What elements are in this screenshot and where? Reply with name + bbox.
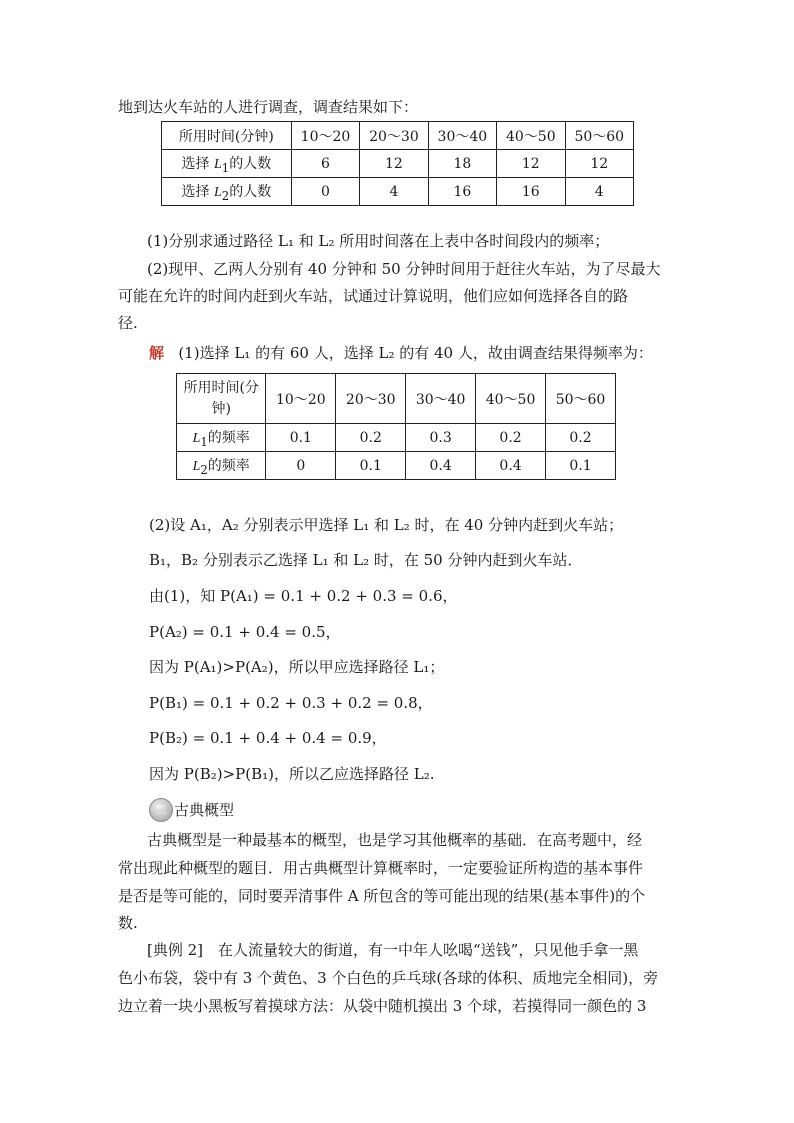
survey-cell: 12 (497, 150, 565, 178)
survey-header-cell: 20～30 (360, 122, 428, 150)
survey-cell: 12 (360, 150, 428, 178)
frequency-cell: 0.2 (476, 424, 546, 452)
paragraph-line-1: 古典概型是一种最基本的概型，也是学习其他概率的基础．在高考题中，经 (147, 831, 643, 849)
frequency-row-l1 (177, 424, 616, 452)
section-title: 古典概型 (174, 801, 235, 819)
survey-cell: 4 (360, 178, 428, 206)
survey-cell: 16 (497, 178, 565, 206)
frequency-cell: 0.3 (406, 424, 476, 452)
frequency-cell: 0.1 (336, 452, 406, 480)
example-line-3: 边立着一块小黑板写着摸球方法：从袋中随机摸出 3 个球，若摸得同一颜色的 3 (118, 997, 647, 1015)
survey-header-cell: 10～20 (291, 122, 359, 150)
survey-header-row (162, 122, 634, 150)
question-2-line-1: (2)现甲、乙两人分别有 40 分钟和 50 分钟时间用于赶往火车站，为了尽最大 (147, 260, 661, 278)
survey-row-label: 选择 $L_2$的人数 (162, 178, 292, 206)
frequency-row-label: $L_2$的频率 (177, 452, 266, 480)
frequency-row-l2 (177, 452, 616, 480)
question-1: (1)分别求通过路径 L₁ 和 L₂ 所用时间落在上表中各时间段内的频率； (147, 232, 610, 250)
frequency-header-cell: 40～50 (476, 374, 546, 424)
survey-header-cell: 所用时间(分钟) (162, 122, 292, 150)
paragraph-line-3: 是否是等可能的，同时要弄清事件 A 所包含的等可能出现的结果(基本事件)的个 (118, 887, 646, 905)
paragraph-line-2: 常出现此种概型的题目．用古典概型计算概率时，一定要验证所构造的基本事件 (118, 859, 644, 877)
frequency-cell: 0.4 (406, 452, 476, 480)
survey-row-label: 选择 $L_1$的人数 (162, 150, 292, 178)
solution-2-line-6: P(B₁) = 0.1 + 0.2 + 0.3 + 0.2 = 0.8， (149, 694, 433, 712)
survey-header-cell: 50～60 (565, 122, 633, 150)
question-2-line-3: 径. (118, 314, 138, 332)
solution-line (149, 343, 653, 363)
solution-text: (1)选择 L₁ 的有 60 人，选择 L₂ 的有 40 人，故由调查结果得频率为： (178, 344, 653, 362)
survey-row-l1 (162, 150, 634, 178)
survey-table (161, 121, 634, 206)
frequency-cell: 0.2 (546, 424, 616, 452)
survey-cell: 18 (428, 150, 496, 178)
solution-2-line-7: P(B₂) = 0.1 + 0.4 + 0.4 = 0.9， (149, 729, 387, 747)
survey-cell: 12 (565, 150, 633, 178)
solution-2-line-8: 因为 P(B₂)>P(B₁)，所以乙应选择路径 L₂. (149, 765, 435, 783)
survey-header-cell: 30～40 (428, 122, 496, 150)
frequency-cell: 0.1 (546, 452, 616, 480)
solution-2-line-5: 因为 P(A₁)>P(A₂)，所以甲应选择路径 L₁； (149, 658, 445, 676)
solution-2-line-4: P(A₂) = 0.1 + 0.4 = 0.5， (149, 623, 341, 641)
frequency-cell: 0 (266, 452, 336, 480)
survey-cell: 4 (565, 178, 633, 206)
example-line-2: 色小布袋，袋中有 3 个黄色、3 个白色的乒乓球(各球的体积、质地完全相同)，旁 (118, 969, 659, 987)
example-line-1: [典例 2] 在人流量较大的街道，有一中年人吆喝“送钱”，只见他手拿一黑 (147, 941, 639, 959)
frequency-header-cell: 30～40 (406, 374, 476, 424)
survey-row-l2 (162, 178, 634, 206)
solution-label: 解 (149, 344, 165, 362)
survey-header-cell: 40～50 (497, 122, 565, 150)
intro-line: 地到达火车站的人进行调查，调查结果如下： (118, 98, 419, 116)
frequency-header-row (177, 374, 616, 424)
solution-2-line-3: 由(1)，知 P(A₁) = 0.1 + 0.2 + 0.3 = 0.6， (149, 587, 458, 605)
survey-cell: 6 (291, 150, 359, 178)
frequency-header-cell: 所用时间(分 钟) (177, 374, 266, 424)
solution-2-line-2: B₁，B₂ 分别表示乙选择 L₁ 和 L₂ 时，在 50 分钟内赶到火车站． (149, 551, 583, 569)
frequency-cell: 0.2 (336, 424, 406, 452)
survey-cell: 16 (428, 178, 496, 206)
paragraph-line-4: 数. (118, 914, 138, 932)
frequency-cell: 0.4 (476, 452, 546, 480)
frequency-header-cell: 10～20 (266, 374, 336, 424)
frequency-cell: 0.1 (266, 424, 336, 452)
frequency-row-label: $L_1$的频率 (177, 424, 266, 452)
frequency-table (176, 373, 616, 480)
question-2-line-2: 可能在允许的时间内赶到火车站，试通过计算说明，他们应如何选择各自的路 (118, 287, 629, 305)
solution-2-line-1: (2)设 A₁，A₂ 分别表示甲选择 L₁ 和 L₂ 时，在 40 分钟内赶到火车站； (149, 516, 624, 534)
survey-cell: 0 (291, 178, 359, 206)
frequency-header-cell: 50～60 (546, 374, 616, 424)
section-number-icon: 二 (149, 798, 173, 822)
frequency-header-cell: 20～30 (336, 374, 406, 424)
